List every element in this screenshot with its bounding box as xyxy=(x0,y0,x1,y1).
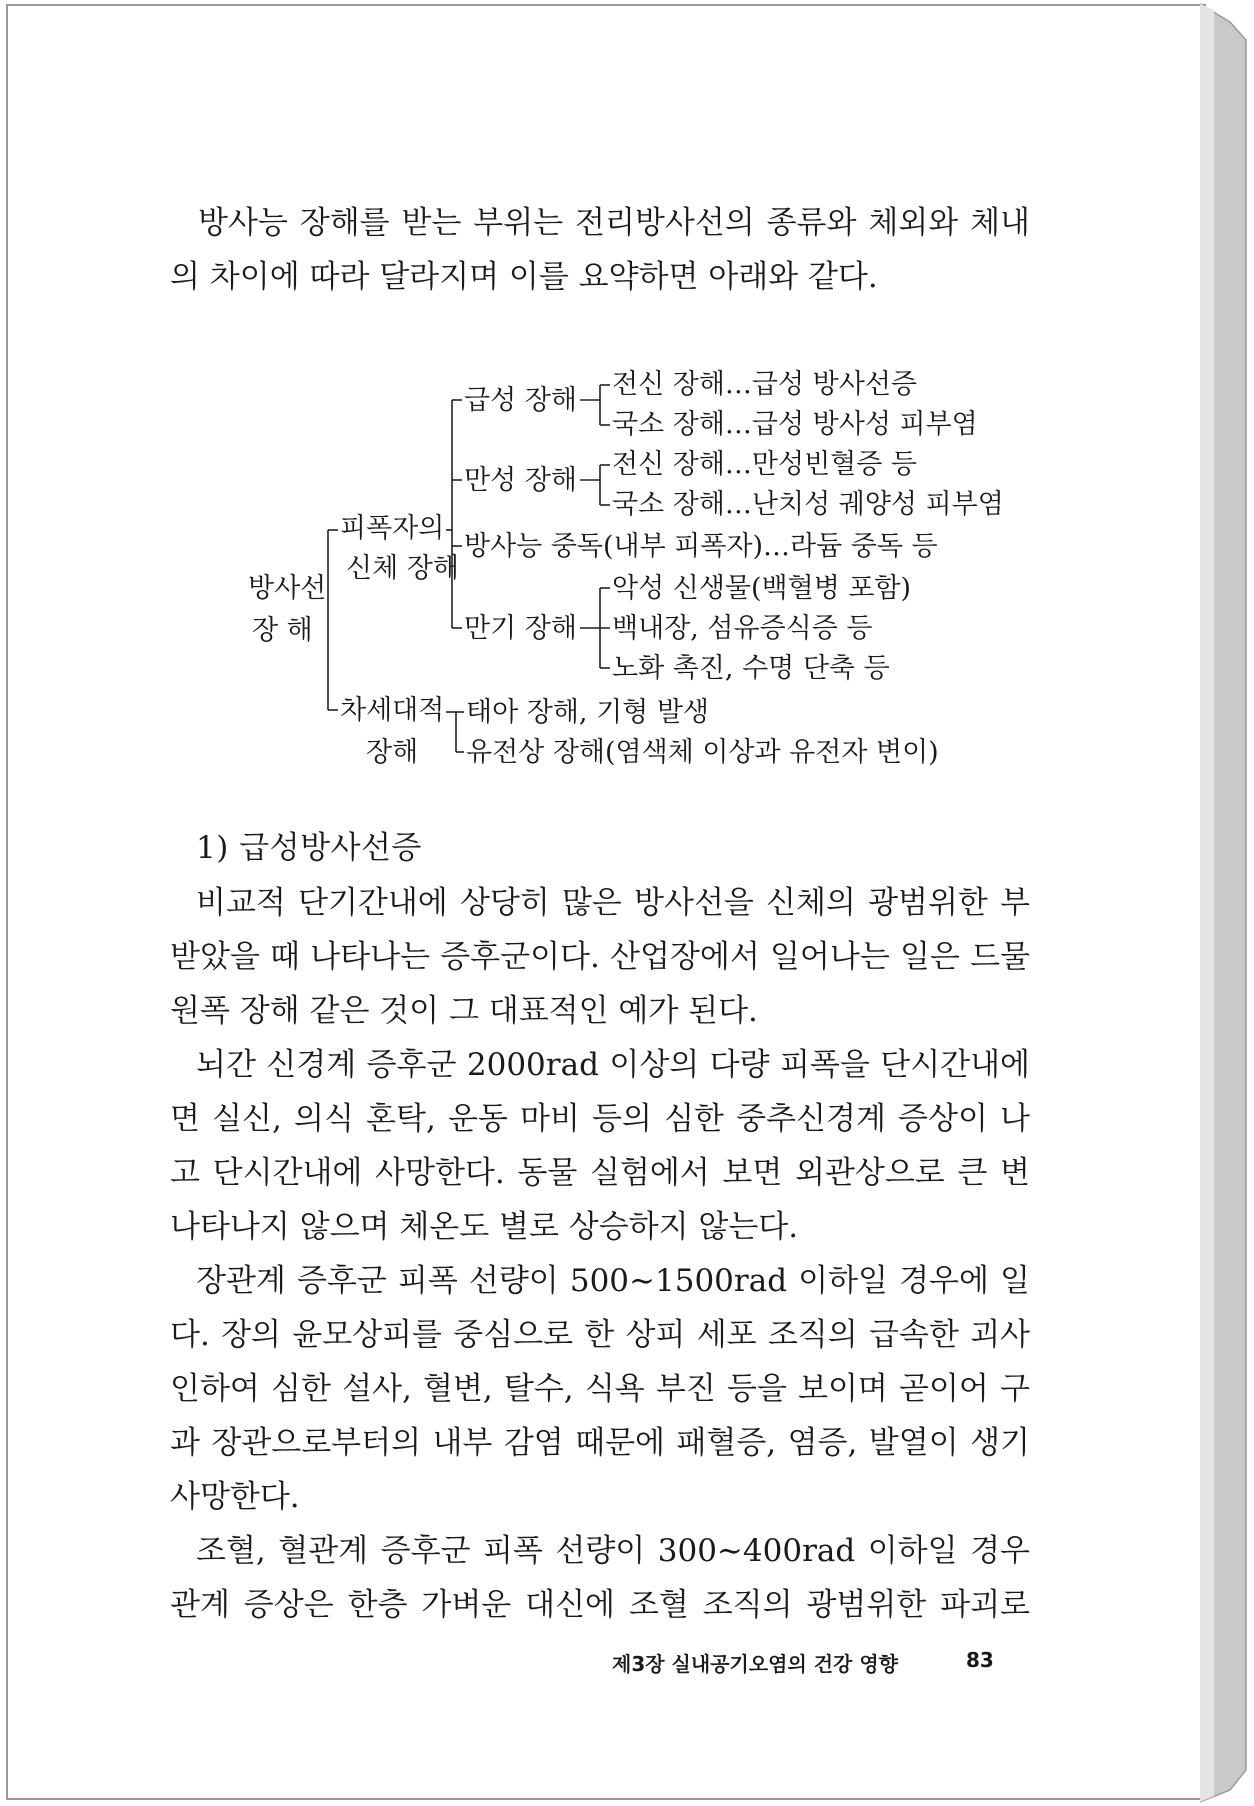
tree-late-3: 노화 촉진, 수명 단축 등 xyxy=(612,653,890,684)
tree-chronic-local: 국소 장해…난치성 궤양성 피부염 xyxy=(612,489,1004,520)
paragraph-2 xyxy=(170,1038,1030,1254)
tree-internal: 방사능 중독(내부 피폭자)…라듐 중독 등 xyxy=(464,531,938,562)
tree-acute-local: 국소 장해…급성 방사성 피부염 xyxy=(612,409,978,440)
p3-line-3: 인하여 심한 설사, 혈변, 탈수, 식욕 부진 등을 보이며 곧이어 구 xyxy=(170,1371,1030,1407)
tree-late-2: 백내장, 섬유증식증 등 xyxy=(612,613,873,644)
p2-line-3: 고 단시간내에 사망한다. 동물 실험에서 보면 외관상으로 큰 변 xyxy=(170,1155,1030,1191)
tree-genetic-2: 유전상 장해(염색체 이상과 유전자 변이) xyxy=(466,737,939,768)
tree-chronic: 만성 장해 xyxy=(464,465,577,496)
p3-line-5: 사망한다. xyxy=(170,1479,300,1515)
tree-somatic-line-2: 신체 장해 xyxy=(346,553,459,584)
section-heading: 1) 급성방사선증 xyxy=(196,830,422,866)
paragraph-1 xyxy=(170,876,1030,1038)
p2-line-2: 면 실신, 의식 혼탁, 운동 마비 등의 심한 중추신경계 증상이 나 xyxy=(170,1101,1030,1137)
footer-chapter-title: 제3장 실내공기오염의 건강 영향 xyxy=(612,1652,898,1676)
paragraph-3 xyxy=(170,1254,1030,1524)
tree-acute: 급성 장해 xyxy=(464,385,577,416)
tree-genetic-line-2: 장해 xyxy=(366,737,419,768)
tree-acute-whole: 전신 장해…급성 방사선증 xyxy=(612,369,917,400)
tree-late-1: 악성 신생물(백혈병 포함) xyxy=(612,573,912,604)
p3-line-4: 과 장관으로부터의 내부 감염 때문에 패혈증, 염증, 발열이 생기 xyxy=(170,1425,1030,1461)
p1-line-3: 원폭 장해 같은 것이 그 대표적인 예가 된다. xyxy=(170,993,758,1029)
p2-line-4: 나타나지 않으며 체온도 별로 상승하지 않는다. xyxy=(170,1209,799,1245)
tree-genetic-1: 태아 장해, 기형 발생 xyxy=(466,697,709,728)
p3-line-1: 장관계 증후군 피폭 선량이 500∼1500rad 이하일 경우에 일 xyxy=(196,1263,1030,1299)
p1-line-2: 받았을 때 나타나는 증후군이다. 산업장에서 일어나는 일은 드물 xyxy=(170,939,1030,975)
p1-line-1: 비교적 단기간내에 상당히 많은 방사선을 신체의 광범위한 부 xyxy=(196,885,1030,921)
p2-line-1: 뇌간 신경계 증후군 2000rad 이상의 다량 피폭을 단시간내에 xyxy=(196,1047,1030,1083)
tree-root-line-2: 장 해 xyxy=(252,615,313,646)
intro-line-2: 의 차이에 따라 달라지며 이를 요약하면 아래와 같다. xyxy=(170,259,878,295)
tree-somatic-line-1: 피폭자의 xyxy=(340,513,445,544)
tree-chronic-whole: 전신 장해…만성빈혈증 등 xyxy=(612,449,917,480)
p3-line-2: 다. 장의 윤모상피를 중심으로 한 상피 세포 조직의 급속한 괴사 xyxy=(170,1317,1030,1353)
tree-genetic-line-1: 차세대적 xyxy=(340,695,445,726)
intro-line-1: 방사능 장해를 받는 부위는 전리방사선의 종류와 체외와 체내 xyxy=(198,205,1030,241)
p4-line-2: 관계 증상은 한층 가벼운 대신에 조혈 조직의 광범위한 파괴로 xyxy=(170,1587,1030,1623)
tree-root-line-1: 방사선 xyxy=(248,573,327,604)
tree-late: 만기 장해 xyxy=(464,613,577,644)
p4-line-1: 조혈, 혈관계 증후군 피폭 선량이 300∼400rad 이하일 경우 xyxy=(196,1533,1030,1569)
paragraph-4 xyxy=(170,1524,1030,1632)
footer-page-number: 83 xyxy=(966,1648,994,1672)
